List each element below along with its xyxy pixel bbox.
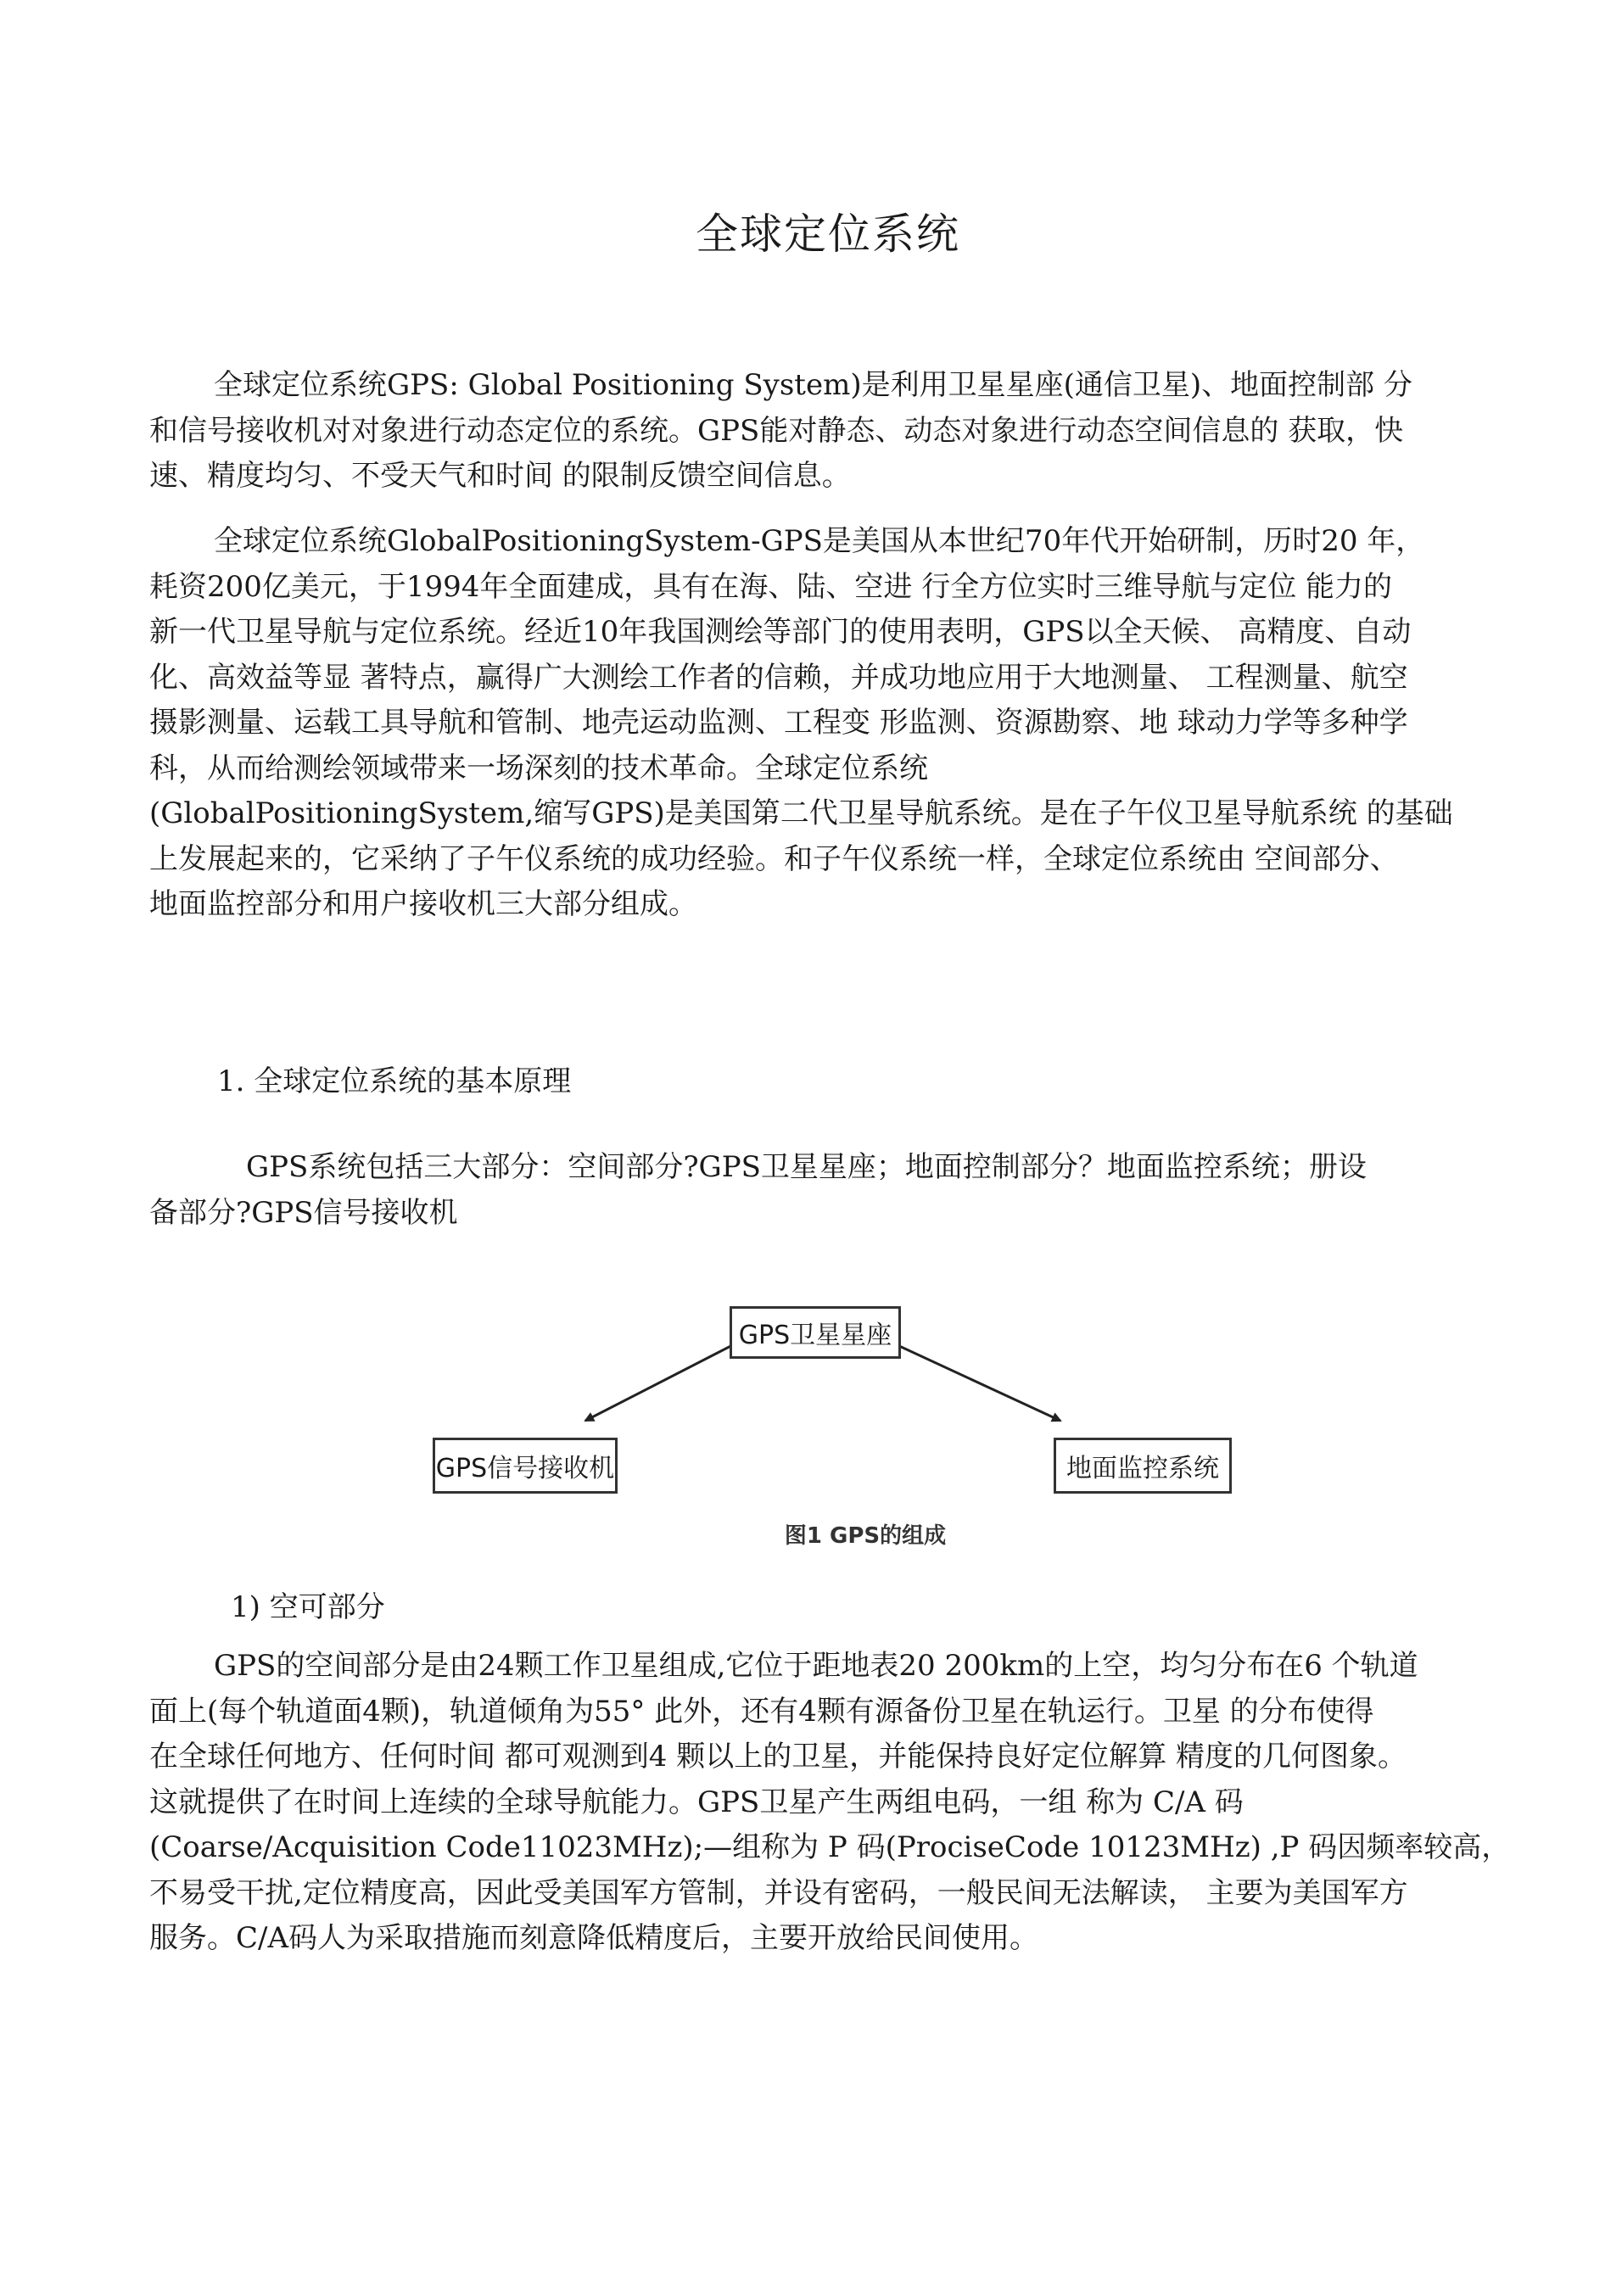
- text-line: 全球定位系统GPS: Global Positioning System)是利用卫星星座(通信卫星)、地面控制部 分: [214, 368, 1412, 402]
- gps-composition-diagram: [424, 1272, 1239, 1561]
- section-heading: 1. 全球定位系统的基本原理: [217, 1064, 572, 1098]
- text-line: 和信号接收机对对象进行动态定位的系统。GPS能对静态、动态对象进行动态空间信息的 获取，快: [149, 413, 1404, 448]
- paragraph-space-segment: [149, 1644, 1511, 1962]
- paragraph-intro: [149, 363, 1498, 500]
- text-line: 地面监控部分和用户接收机三大部分组成。: [149, 887, 697, 921]
- page-title: 全球定位系统: [696, 209, 960, 259]
- text-line: 科，从而给测绘领域带来一场深刻的技术革命。全球定位系统: [149, 751, 928, 785]
- text-line: (Coarse/Acquisition Code11023MHz);—组称为 P 码(ProciseCode 10123MHz) ,P 码因频率较高，: [149, 1830, 1511, 1864]
- text-line: GPS系统包括三大部分：空间部分?GPS卫星星座；地面控制部分？地面监控系统；册设: [246, 1150, 1367, 1184]
- paragraph-components: [149, 1145, 1498, 1236]
- text-line: 速、精度均匀、不受天气和时间 的限制反馈空间信息。: [149, 459, 851, 493]
- text-line: 不易受干扰,定位精度高，因此受美国军方管制，并设有密码，一般民间无法解读， 主要为美国军方: [149, 1875, 1408, 1910]
- text-line: (GlobalPositioningSystem,缩写GPS)是美国第二代卫星导航系统。是在子午仪卫星导航系统 的基础: [149, 796, 1453, 830]
- paragraph-history: [149, 519, 1498, 928]
- text-line: 在全球任何地方、任何时间 都可观测到4 颗以上的卫星，并能保持良好定位解算 精度的几何图象。: [149, 1740, 1407, 1774]
- text-line: 全球定位系统GlobalPositioningSystem-GPS是美国从本世纪70年代开始研制，历时20 年，: [214, 524, 1425, 558]
- text-line: 化、高效益等显 著特点，赢得广大测绘工作者的信赖，并成功地应用于大地测量、 工程测量、航空: [149, 660, 1408, 695]
- text-line: 备部分?GPS信号接收机: [149, 1195, 458, 1230]
- figure-caption: 图1 GPS的组成: [784, 1523, 947, 1549]
- text-line: 摄影测量、运载工具导航和管制、地壳运动监测、工程变 形监测、资源勘察、地 球动力学等多种学: [149, 706, 1408, 740]
- box-ground-control: 地面监控系统: [1054, 1438, 1232, 1494]
- text-line: 面上(每个轨道面4颗)，轨道倾角为55° 此外，还有4颗有源备份卫星在轨运行。卫星 的分布使得: [149, 1694, 1374, 1729]
- text-line: 上发展起来的，它采纳了子午仪系统的成功经验。和子午仪系统一样，全球定位系统由 空间部分、: [149, 841, 1399, 876]
- box-satellite-constellation: GPS卫星星座: [730, 1306, 901, 1359]
- subsection-heading: 1) 空可部分: [231, 1590, 385, 1624]
- text-line: 耗资200亿美元，于1994年全面建成，具有在海、陆、空进 行全方位实时三维导航与定位 能力的: [149, 569, 1393, 604]
- text-line: 这就提供了在时间上连续的全球导航能力。GPS卫星产生两组电码，一组 称为 C/A 码: [149, 1785, 1244, 1819]
- text-line: GPS的空间部分是由24颗工作卫星组成,它位于距地表20 200km的上空，均匀分布在6 个轨道: [214, 1649, 1418, 1683]
- text-line: 服务。C/A码人为采取措施而刻意降低精度后，主要开放给民间使用。: [149, 1921, 1039, 1955]
- box-signal-receiver: GPS信号接收机: [433, 1438, 618, 1494]
- text-line: 新一代卫星导航与定位系统。经近10年我国测绘等部门的使用表明，GPS以全天候、 高精度、自动: [149, 615, 1412, 649]
- arrow-right: [887, 1340, 1060, 1421]
- arrow-left: [585, 1340, 742, 1421]
